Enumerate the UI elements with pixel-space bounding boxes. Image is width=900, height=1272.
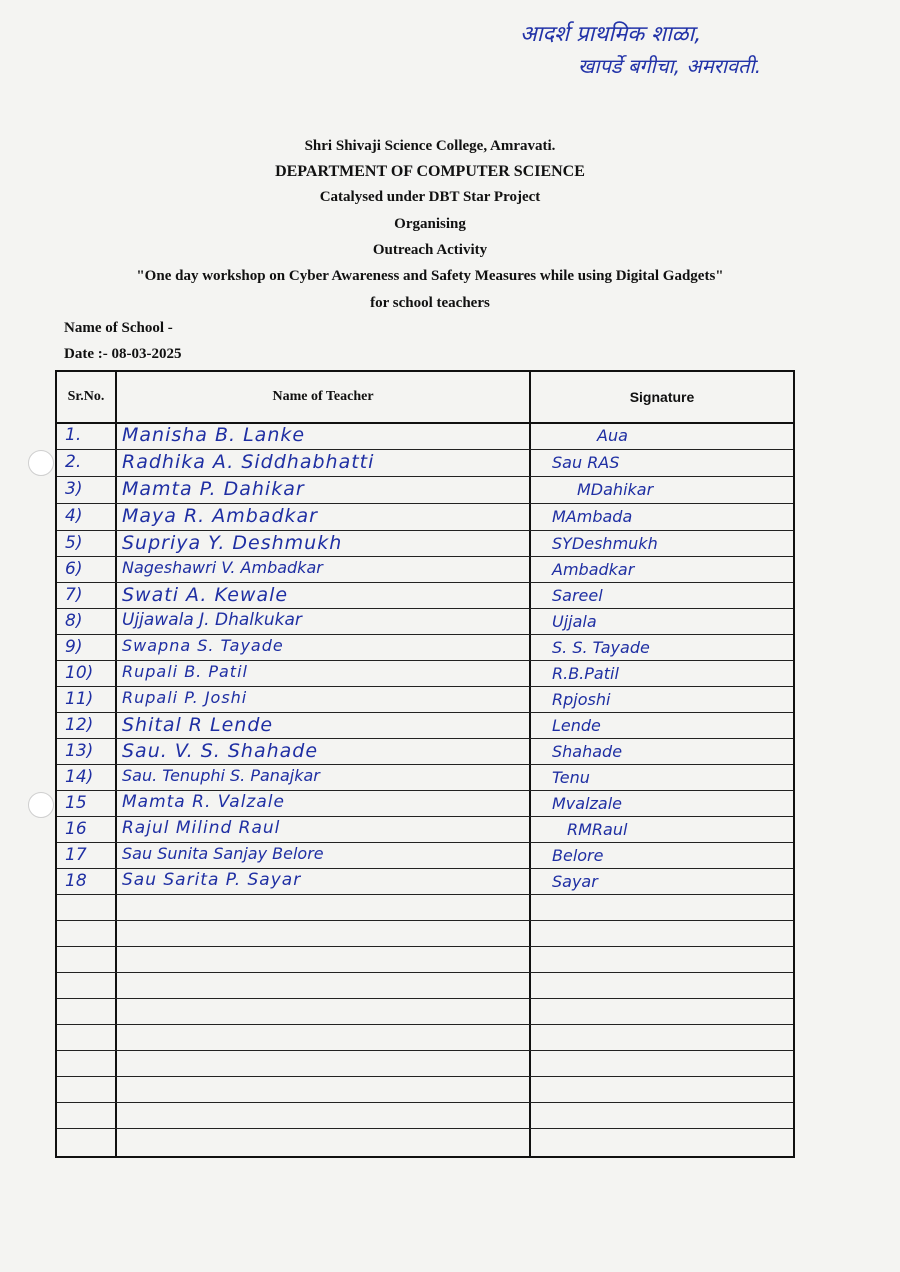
row-4-name: Maya R. Ambadkar bbox=[122, 505, 318, 527]
row-9-sr: 9) bbox=[65, 637, 83, 657]
row-9-name: Swapna S. Tayade bbox=[122, 636, 284, 655]
row-14-signature: Tenu bbox=[552, 768, 590, 787]
row-divider bbox=[57, 868, 793, 869]
row-18-sr: 18 bbox=[65, 871, 87, 891]
date-label: Date :- bbox=[64, 346, 108, 362]
row-divider bbox=[57, 556, 793, 557]
handwritten-school-note-line1: आदर्श प्राथमिक शाळा, bbox=[520, 22, 702, 47]
row-16-signature: RMRaul bbox=[567, 820, 628, 839]
row-5-sr: 5) bbox=[65, 533, 83, 553]
row-divider bbox=[57, 608, 793, 609]
row-divider bbox=[57, 686, 793, 687]
row-divider bbox=[57, 1050, 793, 1051]
row-13-signature: Shahade bbox=[552, 742, 623, 761]
row-4-signature: MAmbada bbox=[552, 507, 633, 526]
row-10-name: Rupali B. Patil bbox=[122, 662, 248, 681]
activity-line: Outreach Activity bbox=[372, 242, 488, 258]
punch-hole-top bbox=[28, 450, 54, 476]
row-divider bbox=[57, 738, 793, 739]
header-sr-no: Sr.No. bbox=[67, 389, 105, 404]
row-divider bbox=[57, 582, 793, 583]
row-4-sr: 4) bbox=[65, 506, 83, 526]
row-divider bbox=[57, 449, 793, 450]
row-13-name: Sau. V. S. Shahade bbox=[122, 740, 319, 762]
row-16-name: Rajul Milind Raul bbox=[122, 818, 281, 838]
row-divider bbox=[57, 712, 793, 713]
row-10-sr: 10) bbox=[65, 663, 94, 683]
row-divider bbox=[57, 1102, 793, 1103]
date-value: 08-03-2025 bbox=[111, 346, 182, 362]
row-divider bbox=[57, 842, 793, 843]
row-divider bbox=[57, 530, 793, 531]
department-name: DEPARTMENT OF COMPUTER SCIENCE bbox=[275, 163, 585, 180]
row-15-sr: 15 bbox=[65, 793, 87, 813]
row-6-name: Nageshawri V. Ambadkar bbox=[122, 558, 323, 577]
row-1-name: Manisha B. Lanke bbox=[122, 424, 306, 446]
row-18-name: Sau Sarita P. Sayar bbox=[122, 870, 302, 890]
date-line bbox=[64, 346, 181, 363]
row-5-signature: SYDeshmukh bbox=[552, 534, 658, 553]
row-15-name: Mamta R. Valzale bbox=[122, 792, 285, 812]
row-divider bbox=[57, 1128, 793, 1129]
row-12-signature: Lende bbox=[552, 716, 601, 735]
audience-line: for school teachers bbox=[370, 295, 490, 311]
row-divider bbox=[57, 503, 793, 504]
row-divider bbox=[57, 790, 793, 791]
row-18-signature: Sayar bbox=[552, 872, 598, 891]
row-2-name: Radhika A. Siddhabhatti bbox=[122, 451, 375, 473]
row-11-signature: Rpjoshi bbox=[552, 690, 611, 709]
row-17-name: Sau Sunita Sanjay Belore bbox=[122, 844, 324, 863]
row-divider bbox=[57, 998, 793, 999]
row-14-name: Sau. Tenuphi S. Panajkar bbox=[122, 766, 320, 785]
punch-hole-bottom bbox=[28, 792, 54, 818]
attendance-table bbox=[55, 370, 795, 1158]
row-7-signature: Sareel bbox=[552, 586, 603, 605]
row-9-signature: S. S. Tayade bbox=[552, 638, 650, 657]
row-1-sr: 1. bbox=[65, 425, 82, 445]
organising-line: Organising bbox=[394, 216, 466, 232]
row-10-signature: R.B.Patil bbox=[552, 664, 619, 683]
row-divider bbox=[57, 634, 793, 635]
row-divider bbox=[57, 1024, 793, 1025]
row-6-sr: 6) bbox=[65, 559, 83, 579]
row-3-name: Mamta P. Dahikar bbox=[122, 478, 305, 500]
row-divider bbox=[57, 816, 793, 817]
row-divider bbox=[57, 920, 793, 921]
row-17-signature: Belore bbox=[552, 846, 604, 865]
row-13-sr: 13) bbox=[65, 741, 94, 761]
row-14-sr: 14) bbox=[65, 767, 94, 787]
row-7-name: Swati A. Kewale bbox=[122, 584, 289, 606]
row-2-sr: 2. bbox=[65, 452, 82, 472]
row-divider bbox=[57, 764, 793, 765]
row-divider bbox=[57, 1076, 793, 1077]
row-11-sr: 11) bbox=[65, 689, 94, 709]
row-6-signature: Ambadkar bbox=[552, 560, 635, 579]
row-5-name: Supriya Y. Deshmukh bbox=[122, 532, 343, 554]
row-8-sr: 8) bbox=[65, 611, 83, 631]
row-divider bbox=[57, 972, 793, 973]
row-3-sr: 3) bbox=[65, 479, 83, 499]
row-1-signature: Aua bbox=[597, 426, 628, 445]
row-divider bbox=[57, 476, 793, 477]
workshop-title: "One day workshop on Cyber Awareness and Safety Measures while using Digital Gadgets" bbox=[136, 268, 724, 284]
row-7-sr: 7) bbox=[65, 585, 83, 605]
row-divider bbox=[57, 894, 793, 895]
row-17-sr: 17 bbox=[65, 845, 87, 865]
row-3-signature: MDahikar bbox=[577, 480, 654, 499]
project-line: Catalysed under DBT Star Project bbox=[319, 189, 541, 205]
row-divider bbox=[57, 946, 793, 947]
row-16-sr: 16 bbox=[65, 819, 87, 839]
header-teacher-name: Name of Teacher bbox=[272, 389, 374, 404]
row-12-sr: 12) bbox=[65, 715, 94, 735]
row-8-signature: Ujjala bbox=[552, 612, 597, 631]
row-2-signature: Sau RAS bbox=[552, 453, 620, 472]
college-name: Shri Shivaji Science College, Amravati. bbox=[304, 138, 556, 154]
row-15-signature: Mvalzale bbox=[552, 794, 623, 813]
row-8-name: Ujjawala J. Dhalkukar bbox=[122, 610, 302, 630]
row-divider bbox=[57, 660, 793, 661]
row-12-name: Shital R Lende bbox=[122, 714, 274, 736]
school-name-label: Name of School - bbox=[64, 320, 173, 336]
handwritten-school-note-line2: खापर्डे बगीचा, अमरावती. bbox=[578, 54, 762, 78]
header-signature: Signature bbox=[629, 389, 695, 405]
row-11-name: Rupali P. Joshi bbox=[122, 688, 248, 707]
